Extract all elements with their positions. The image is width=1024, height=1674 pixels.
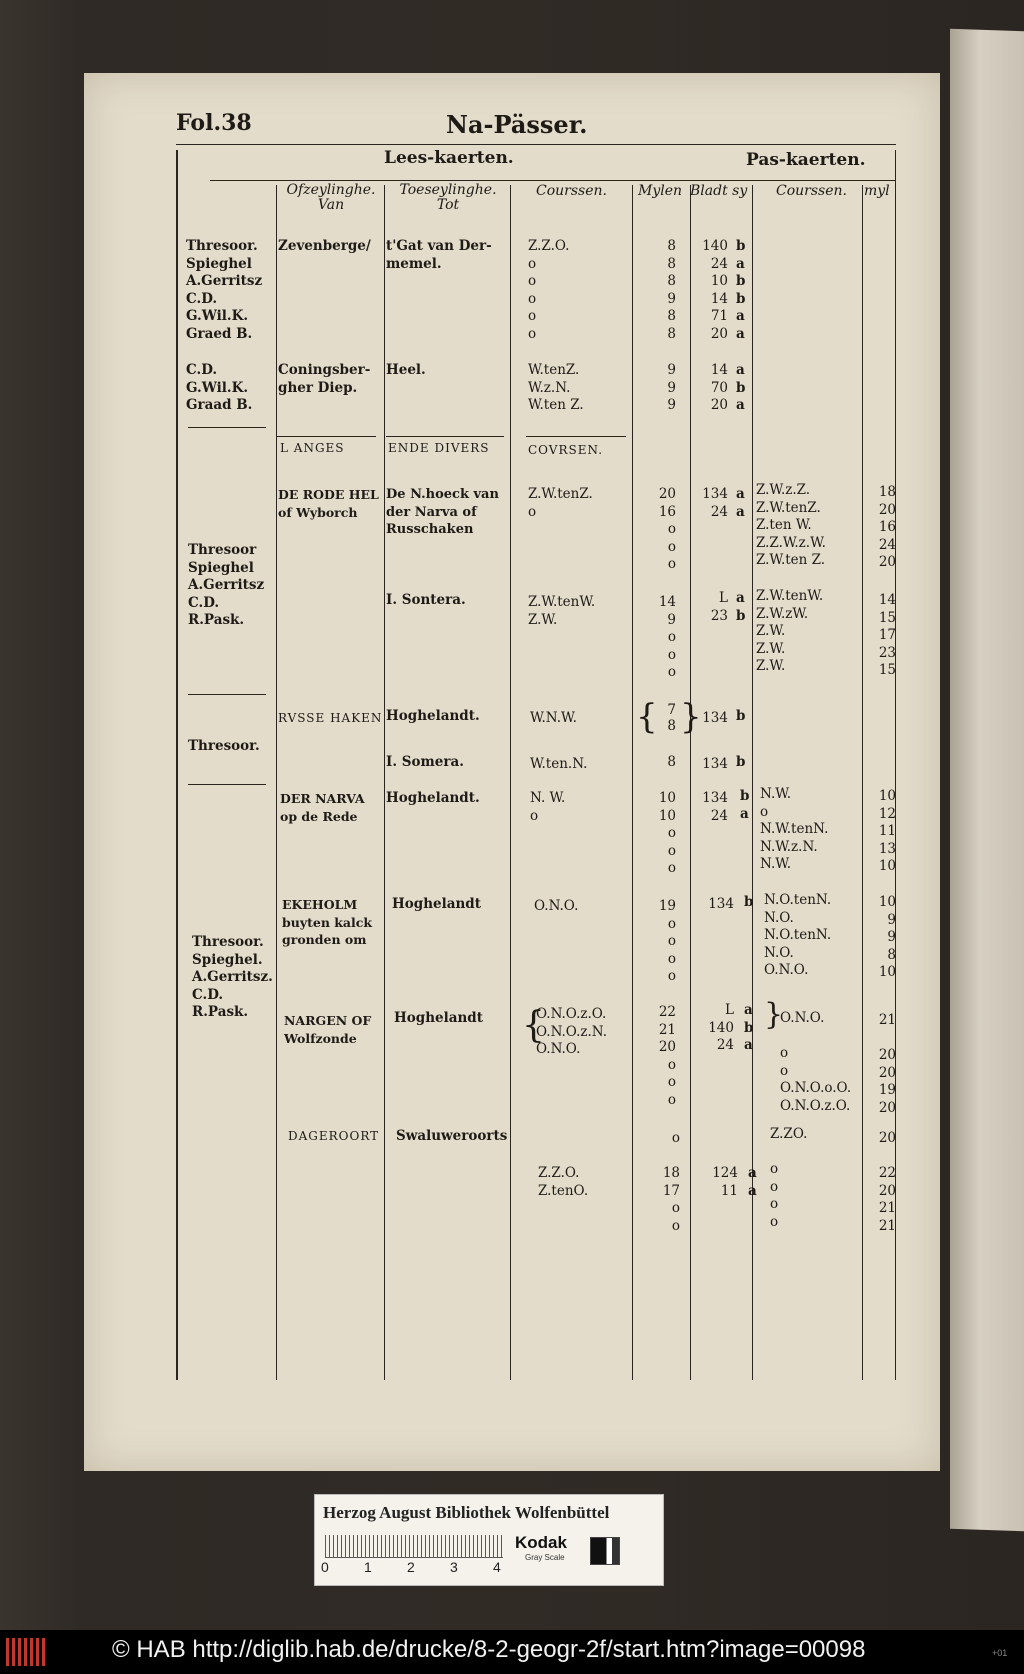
table-row-9-van: DAGEROORT xyxy=(288,1129,380,1143)
table-row-4-bladt: 134 xyxy=(702,710,728,726)
authority-block-4: Thresoor. xyxy=(188,738,260,754)
table-row-4-coursen: W.N.W. xyxy=(530,710,577,726)
table-row-3-pas-coursen: Z.W.tenW. Z.W.zW. Z.W. Z.W. Z.W. xyxy=(756,588,824,674)
col-line-coursen xyxy=(632,185,633,1380)
table-row-4-sy: b xyxy=(736,708,746,724)
col-header-myl: myl xyxy=(864,183,890,199)
kodak-logo: Kodak xyxy=(515,1533,567,1552)
col-header-coursen: Courssen. xyxy=(536,183,607,199)
table-row-8-sy: a b a xyxy=(744,1002,754,1053)
table-row-2-pas-coursen: Z.W.z.Z. Z.W.tenZ. Z.ten W. Z.Z.W.z.W. Z.W.ten Z. xyxy=(756,482,826,568)
table-row-6-myl: 10 12 11 13 10 xyxy=(878,788,896,874)
col-line-pas-coursen xyxy=(862,185,863,1380)
table-row-8-bladt: L 140 24 xyxy=(708,1002,734,1053)
table-row-1-tot: Heel. xyxy=(386,362,426,378)
table-row-4-mylen: 7 8 xyxy=(667,702,676,734)
right-brace-icon: } xyxy=(764,997,784,1032)
table-row-3-sy: a b xyxy=(736,590,746,624)
table-row-7-myl: 10 9 9 8 10 xyxy=(878,894,896,980)
col-header-mylen: Mylen xyxy=(638,183,683,199)
table-row-6-coursen: N. W. o xyxy=(530,790,566,824)
table-row-9-coursen: Z.Z.O. Z.tenO. xyxy=(538,1165,589,1199)
table-row-7-pas-coursen: N.O.tenN. N.O. N.O.tenN. N.O. O.N.O. xyxy=(764,892,832,978)
table-row-0-tot: t'Gat van Der- memel. xyxy=(386,238,492,272)
table-row-4-tot: Hoghelandt. xyxy=(386,708,480,724)
section-rule xyxy=(210,180,896,181)
table-row-7-tot: Hoghelandt xyxy=(392,896,481,912)
authority-divider-1 xyxy=(188,427,266,428)
table-row-3-myl: 14 15 17 23 15 xyxy=(878,592,896,678)
table-row-5-mylen: 8 xyxy=(667,754,676,770)
table-row-9-sy: a a xyxy=(748,1165,757,1199)
subheader-rule-1 xyxy=(276,436,376,437)
table-row-3-coursen: Z.W.tenW. Z.W. xyxy=(528,594,596,628)
table-row-0-mylen: 8 8 8 9 8 8 xyxy=(667,238,676,342)
table-row-6-tot: Hoghelandt. xyxy=(386,790,480,806)
table-row-9-pas-coursen: Z.ZO. o o o o xyxy=(770,1126,808,1230)
subheader-langes: L ANGES xyxy=(280,441,345,455)
table-row-8-myl: 21 20 20 19 20 xyxy=(878,1012,896,1116)
table-row-0-sy: b a b b a a xyxy=(736,238,746,342)
table-row-8-van: NARGEN OF Wolfzonde xyxy=(284,1013,372,1046)
hab-logo-icon xyxy=(6,1638,46,1666)
table-row-2-mylen: 20 16 o o o xyxy=(658,486,676,572)
table-row-5-tot: I. Somera. xyxy=(386,754,464,770)
table-row-1-van: Coningsber- gher Diep. xyxy=(278,362,371,396)
folio-number: Fol.38 xyxy=(176,110,252,136)
table-row-7-coursen: O.N.O. xyxy=(534,898,579,914)
table-row-5-sy: b xyxy=(736,754,746,770)
table-row-5-bladt: 134 xyxy=(702,756,728,772)
table-row-0-coursen: Z.Z.O. o o o o o xyxy=(528,238,570,342)
table-row-7-bladt: 134 xyxy=(708,896,734,912)
gray-swatch xyxy=(590,1537,620,1565)
col-line-mylen xyxy=(690,185,691,1380)
table-row-1-coursen: W.tenZ. W.z.N. W.ten Z. xyxy=(528,362,584,413)
col-line-bladt xyxy=(752,185,753,1380)
left-brace-icon: { xyxy=(522,1005,545,1046)
authority-divider-3 xyxy=(188,784,266,785)
table-row-6-van: DER NARVA op de Rede xyxy=(280,791,365,824)
footer-mark: +01 xyxy=(992,1648,1008,1658)
kodak-subtitle: Gray Scale xyxy=(525,1553,565,1562)
table-row-6-pas-coursen: N.W. o N.W.tenN. N.W.z.N. N.W. xyxy=(760,786,829,872)
col-line-tot xyxy=(510,185,511,1380)
table-row-0-van: Zevenberge/ xyxy=(278,238,371,254)
authority-block-1: Thresoor. Spieghel A.Gerritsz C.D. G.Wil.K. Graed B. xyxy=(186,238,263,342)
subheader-coursen: COVRSEN. xyxy=(528,443,604,457)
table-row-6-sy: b a xyxy=(740,788,750,822)
authority-block-5: Thresoor. Spieghel. A.Gerritsz. C.D. R.Pask. xyxy=(192,934,273,1020)
table-row-2-van: DE RODE HEL of Wyborch xyxy=(278,487,379,520)
table-row-8-tot: Hoghelandt xyxy=(394,1010,483,1026)
col-header-pas-coursen: Courssen. xyxy=(776,183,847,199)
table-row-9-bladt: 124 11 xyxy=(712,1165,738,1199)
table-row-2-myl: 18 20 16 24 20 xyxy=(878,484,896,570)
subheader-ende-divers: ENDE DIVERS xyxy=(388,441,490,455)
table-row-7-van: EKEHOLM buyten kalck gronden om xyxy=(282,897,373,947)
table-row-5-coursen: W.ten.N. xyxy=(530,756,588,772)
running-head: Na-Pässer. xyxy=(446,110,588,139)
top-rule xyxy=(176,144,896,145)
col-line-van xyxy=(384,185,385,1380)
col-header-bladt: Bladt sy xyxy=(690,183,748,199)
subheader-rule-2 xyxy=(386,436,504,437)
footer-citation-link[interactable]: © HAB http://diglib.hab.de/drucke/8-2-geogr-2f/start.htm?image=00098 xyxy=(112,1636,866,1663)
table-row-2-coursen: Z.W.tenZ. o xyxy=(528,486,593,520)
table-row-8-coursen: O.N.O.z.O. O.N.O.z.N. O.N.O. xyxy=(536,1006,608,1057)
table-row-9-tot: Swaluweroorts xyxy=(396,1128,508,1144)
table-row-8-mylen: 22 21 20 o o o xyxy=(658,1004,676,1108)
authority-divider-2 xyxy=(188,694,266,695)
col-line-authority xyxy=(276,185,277,1380)
col-header-van: Ofzeylinghe. Van xyxy=(286,182,376,213)
table-row-1-sy: a b a xyxy=(736,362,746,413)
reference-card xyxy=(314,1494,664,1586)
col-header-tot: Toeseylinghe. Tot xyxy=(399,182,497,213)
table-row-2-bladt: 134 24 xyxy=(702,486,728,520)
table-row-3-tot: I. Sontera. xyxy=(386,592,466,608)
table-row-1-mylen: 9 9 9 xyxy=(667,362,676,413)
table-row-6-bladt: 134 24 xyxy=(702,790,728,824)
table-row-2-tot: De N.hoeck van der Narva of Russchaken xyxy=(386,487,499,537)
table-row-4-van: RVSSE HAKEN xyxy=(278,711,383,725)
adjacent-page-edge xyxy=(950,29,1024,1532)
authority-block-3: Thresoor Spieghel A.Gerritsz C.D. R.Pask. xyxy=(188,542,265,628)
table-row-7-mylen: 19 o o o o xyxy=(658,898,676,984)
lees-kaerten-heading: Lees-kaerten. xyxy=(384,148,514,168)
table-row-9-myl: 20 22 20 21 21 xyxy=(878,1130,896,1234)
table-row-7-sy: b xyxy=(744,894,754,910)
right-brace-icon: } xyxy=(680,697,702,737)
table-row-3-mylen: 14 9 o o o xyxy=(658,594,676,680)
pas-kaerten-heading: Pas-kaerten. xyxy=(746,150,866,170)
table-row-8-pas-coursen: O.N.O. o o O.N.O.o.O. O.N.O.z.O. xyxy=(780,1010,852,1114)
table-row-9-mylen: o 18 17 o o xyxy=(662,1130,680,1234)
table-row-2-sy: a a xyxy=(736,486,745,520)
table-row-3-bladt: L 23 xyxy=(710,590,728,624)
scale-numbers: 0 1 2 3 4 xyxy=(321,1559,501,1575)
subheader-rule-3 xyxy=(526,436,626,437)
scale-ruler xyxy=(325,1535,503,1558)
footer-bar xyxy=(0,1630,1024,1674)
authority-block-2: C.D. G.Wil.K. Graad B. xyxy=(186,362,253,413)
table-row-0-bladt: 140 24 10 14 71 20 xyxy=(702,238,728,342)
table-row-6-mylen: 10 10 o o o xyxy=(658,790,676,876)
outer-left-line xyxy=(176,150,178,1380)
left-brace-icon: { xyxy=(636,697,658,737)
table-row-1-bladt: 14 70 20 xyxy=(710,362,728,413)
card-title: Herzog August Bibliothek Wolfenbüttel xyxy=(323,1503,610,1522)
